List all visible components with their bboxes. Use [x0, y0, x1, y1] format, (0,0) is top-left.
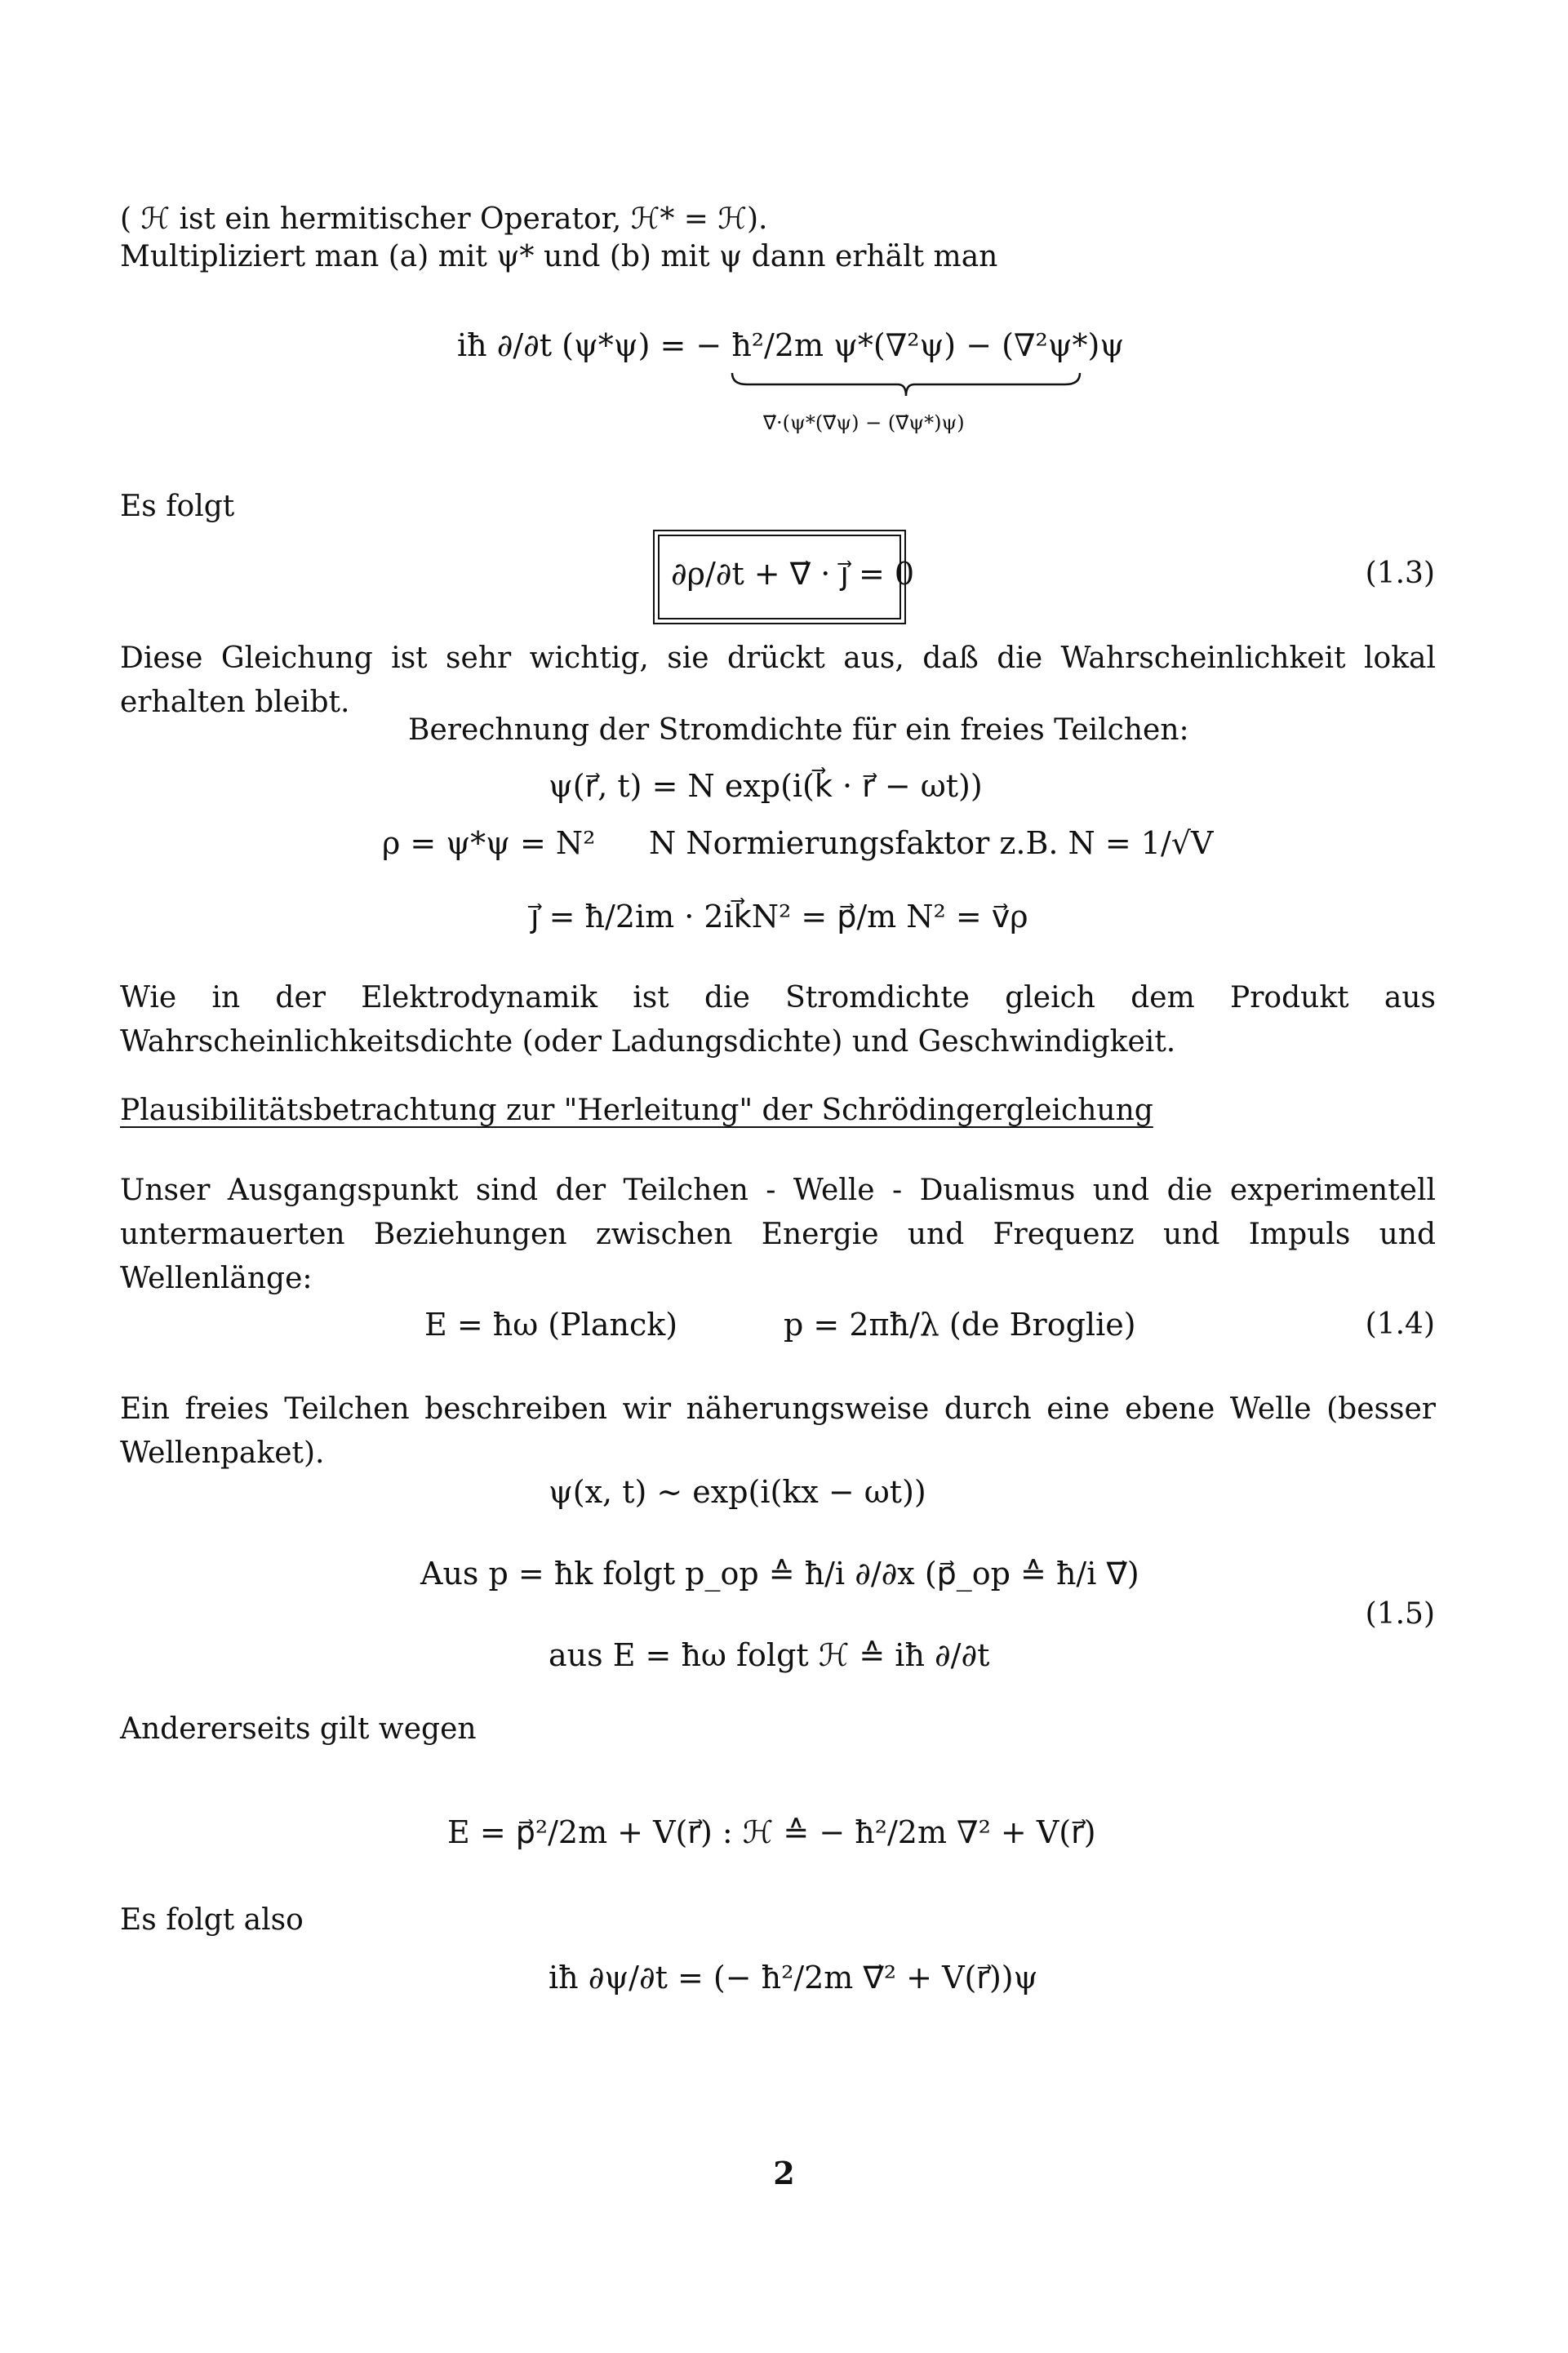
equation-momentum-operator: Aus p = ħk folgt p_op ≙ ħ/i ∂/∂x (p⃗_op ≙ ħ/i ∇⃗)	[420, 1556, 1139, 1592]
underbrace	[731, 371, 1082, 399]
equation-number-1-5: (1.5)	[1365, 1597, 1435, 1631]
section-heading: Plausibilitätsbetrachtung zur "Herleitung" der Schrödingergleichung	[120, 1094, 1153, 1127]
equation-rho: ρ = ψ*ψ = N²	[382, 825, 596, 861]
equation-plane-wave: ψ(r⃗, t) = N exp(i(k⃗ · r⃗ − ωt))	[549, 768, 983, 804]
equation-normalization-note: N Normierungsfaktor z.B. N = 1/√V	[649, 825, 1214, 861]
equation-current: j⃗ = ħ/2im · 2ik⃗N² = p⃗/m N² = v⃗ρ	[531, 899, 1028, 935]
equation-energy: E = p⃗²/2m + V(r⃗) : ℋ ≙ − ħ²/2m ∇² + V(r⃗)	[447, 1814, 1096, 1850]
equation-planck: E = ħω (Planck)	[424, 1307, 678, 1343]
heading-current-density: Berechnung der Stromdichte für ein freies Teilchen:	[408, 713, 1189, 747]
paragraph-free-particle: Ein freies Teilchen beschreiben wir näherungsweise durch eine ebene Welle (besser Wellenpaket).	[120, 1392, 1436, 1470]
text-hermitian: ( ℋ ist ein hermitischer Operator, ℋ* = ℋ).	[120, 202, 768, 236]
equation-wave-1d: ψ(x, t) ∼ exp(i(kx − ωt))	[549, 1474, 926, 1510]
equation-time-derivative: iħ ∂/∂t (ψ*ψ) = − ħ²/2m ψ*(∇²ψ) − (∇²ψ*)ψ	[457, 327, 1125, 363]
text-multiply: Multipliziert man (a) mit ψ* und (b) mit ψ dann erhält man	[120, 240, 998, 273]
text-andererseits: Andererseits gilt wegen	[120, 1712, 477, 1746]
paragraph-electrodynamics: Wie in der Elektrodynamik ist die Stromdichte gleich dem Produkt aus Wahrscheinlichkeitsdichte (oder Ladungsdichte) und Geschwindigkeit.	[120, 981, 1436, 1059]
equation-number-1-3: (1.3)	[1365, 557, 1435, 590]
paragraph-starting-point: Unser Ausgangspunkt sind der Teilchen - Welle - Dualismus und die experimentell untermauerten Beziehungen zwischen Energie und Frequenz und Impuls und Wellenlänge:	[120, 1174, 1436, 1295]
text-es-folgt-also: Es folgt also	[120, 1903, 304, 1937]
equation-continuity: ∂ρ/∂t + ∇⃗ · j⃗ = 0	[671, 556, 915, 592]
equation-underbrace-label: ∇⃗·(ψ*(∇⃗ψ) − (∇⃗ψ*)ψ)	[763, 411, 965, 434]
equation-number-1-4: (1.4)	[1365, 1307, 1435, 1341]
text-es-folgt: Es folgt	[120, 490, 235, 523]
equation-de-broglie: p = 2πħ/λ (de Broglie)	[784, 1307, 1136, 1343]
page-number: 2	[773, 2155, 795, 2191]
equation-schroedinger: iħ ∂ψ/∂t = (− ħ²/2m ∇⃗² + V(r⃗))ψ	[549, 1960, 1038, 1996]
paragraph-important: Diese Gleichung ist sehr wichtig, sie drückt aus, daß die Wahrscheinlichkeit lokal erhalten bleibt.	[120, 642, 1436, 719]
equation-hamilton-operator: aus E = ħω folgt ℋ ≙ iħ ∂/∂t	[549, 1637, 990, 1673]
